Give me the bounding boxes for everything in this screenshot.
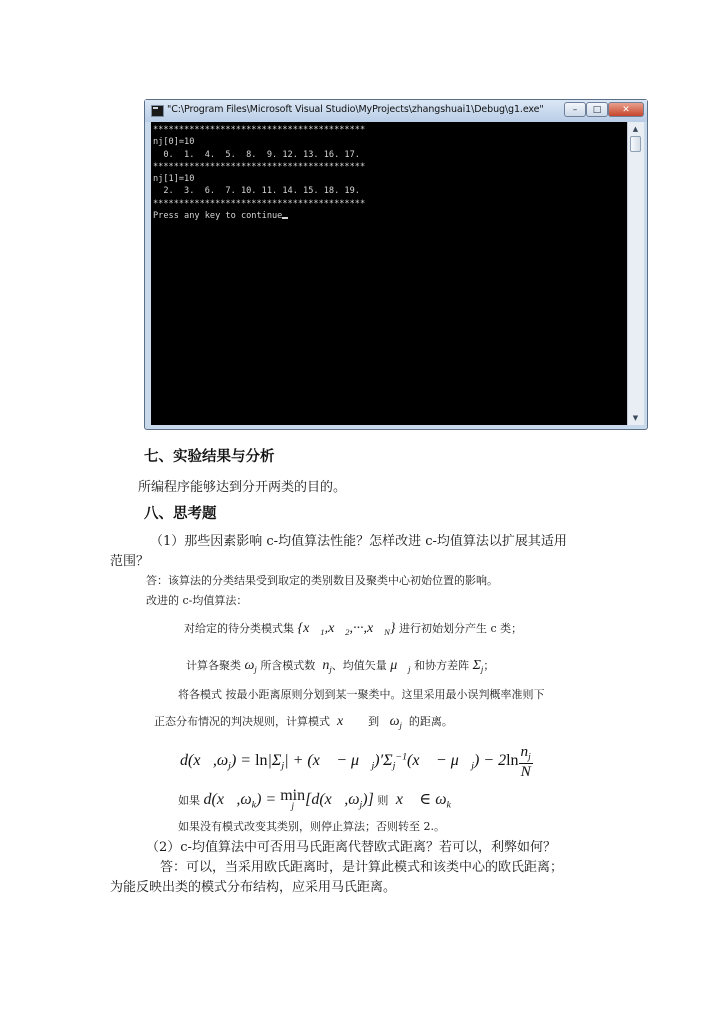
section7-text: 所编程序能够达到分开两类的目的。 <box>138 480 347 495</box>
console-line: nj[0]=10 <box>153 137 195 148</box>
maximize-icon: □ <box>592 104 602 115</box>
section8-heading: 八、思考题 <box>144 506 217 522</box>
close-button[interactable] <box>608 102 644 117</box>
section7-heading: 七、实验结果与分析 <box>144 449 275 465</box>
console-app-icon <box>151 105 164 117</box>
question1-line1: （1）那些因素影响 c-均值算法性能？怎样改进 c-均值算法以扩展其适用 <box>150 534 567 549</box>
console-line: 2. 3. 6. 7. 10. 11. 14. 15. 18. 19. <box>153 186 360 197</box>
step3-line1: 将各模式 按最小距离原则分划到某一聚类中。这里采用最小误判概率准则下 <box>178 688 545 701</box>
pattern-set-formula: $\{x⃗_1,x⃗_2,\cdot\cdot\cdot,x⃗_N\}$ <box>297 621 396 638</box>
console-line: ***************************************** <box>153 125 366 135</box>
question1-line2: 范围？ <box>110 554 150 569</box>
step1: 对给定的待分类模式集 $\{x⃗_1,x⃗_2,\cdot\cdot\cdot,x⃗_N\}$ 进行初始划分产生 c 类； <box>184 621 523 638</box>
distance-formula: $d(x⃗,\omega_j) = \ln|\Sigma_j|$ + (x⃗ − $\mu⃗_j)'\Sigma_j^{-1}(x⃗$ − $\mu⃗_j) - 2\ln$ $\frac{n_j}{N}$ <box>180 743 531 780</box>
scroll-down-arrow-icon[interactable]: ▼ <box>632 414 639 422</box>
stop-condition: 如果没有模式改变其类别，则停止算法；否则转至 2.。 <box>178 820 445 833</box>
window-titlebar[interactable] <box>145 100 647 122</box>
console-line: ***************************************** <box>153 198 366 209</box>
console-line: nj[1]=10 <box>153 174 195 185</box>
text-cursor <box>282 217 288 219</box>
answer2-line2: 为能反映出类的模式分布结构，应采用马氏距离。 <box>110 880 397 895</box>
step3-line2: 正态分布情况的判决规则，计算模式 x⃗ 到 $\omega_j$ 的距离。 <box>154 714 453 731</box>
scroll-up-arrow-icon[interactable]: ▲ <box>632 125 639 133</box>
minimize-button[interactable] <box>564 102 586 117</box>
console-output[interactable] <box>151 122 627 425</box>
minimize-icon: – <box>572 104 578 115</box>
maximize-button[interactable] <box>586 102 608 117</box>
vertical-scrollbar[interactable] <box>627 122 644 425</box>
close-icon: ✕ <box>622 104 630 115</box>
question2: （2）c-均值算法中可否用马氏距离代替欧式距离？若可以，利弊如何？ <box>146 840 556 855</box>
improved-algorithm-title: 改进的 c-均值算法： <box>146 594 248 607</box>
console-window <box>144 99 648 430</box>
console-line: ***************************************** <box>153 161 366 172</box>
window-title: "C:\Program Files\Microsoft Visual Studio\MyProjects\zhangshuai1\Debug\g1.exe" <box>167 104 544 115</box>
answer2-line1: 答：可以，当采用欧氏距离时，是计算此模式和该类中心的欧氏距离； <box>160 860 564 875</box>
scrollbar-thumb[interactable] <box>630 136 641 152</box>
console-line: Press any key to continue <box>153 211 283 222</box>
step2: 计算各聚类 $\omega_j$ 所含模式数 $n_j$、均值矢量 $\mu⃗_j$ 和协方差阵 $\Sigma_j$； <box>186 658 495 675</box>
console-line: 0. 1. 4. 5. 8. 9. 12. 13. 16. 17. <box>153 149 360 160</box>
assignment-rule: 如果 $d(x⃗,\omega_k) = \min$ j $[d(x⃗,\omega_j)]$ 则 x⃗ ∈ $\omega_k$ <box>178 787 451 813</box>
answer1: 答：该算法的分类结果受到取定的类别数目及聚类中心初始位置的影响。 <box>146 574 498 587</box>
